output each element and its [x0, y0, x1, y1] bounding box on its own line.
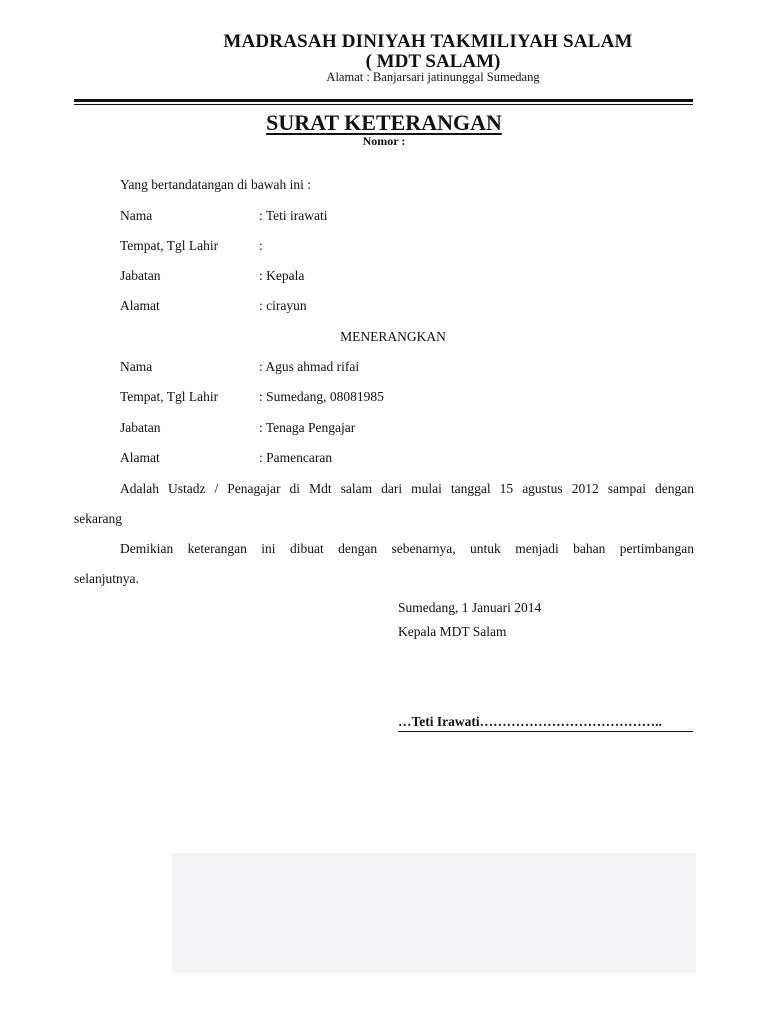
- intro-text: Yang bertandatangan di bawah ini :: [120, 177, 311, 192]
- signer-address-label: Alamat: [120, 298, 160, 313]
- signer-birth-value: :: [259, 238, 263, 253]
- statement-paragraph: [74, 481, 694, 497]
- signer-address-value: : cirayun: [259, 298, 307, 313]
- school-address: Alamat : Banjarsari jatinunggal Sumedang: [326, 70, 540, 84]
- closing-paragraph: [74, 541, 694, 557]
- declares-heading: MENERANGKAN: [340, 329, 446, 344]
- subject-birth-value: : Sumedang, 08081985: [259, 389, 384, 404]
- document-number: Nomor :: [362, 134, 406, 148]
- closing-line-1: Demikian keterangan ini dibuat dengan sebenarnya, untuk menjadi bahan pertimbangan: [120, 541, 694, 556]
- header-divider-thin: [74, 104, 693, 105]
- subject-birth-label: Tempat, Tgl Lahir: [120, 389, 219, 404]
- closing-line-2: selanjutnya.: [74, 571, 139, 586]
- school-name: MADRASAH DINIYAH TAKMILIYAH SALAM: [223, 31, 633, 52]
- school-abbreviation: ( MDT SALAM): [365, 51, 501, 72]
- signer-position-label: Jabatan: [120, 268, 161, 283]
- signature-name: …Teti Irawati…………………………………..: [398, 714, 693, 732]
- subject-address-value: : Pamencaran: [259, 450, 333, 465]
- signer-position-value: : Kepala: [259, 268, 305, 283]
- statement-line-1: Adalah Ustadz / Penagajar di Mdt salam dari mulai tanggal 15 agustus 2012 sampai dengan: [120, 481, 694, 496]
- document-title-text: SURAT KETERANGAN: [266, 110, 502, 135]
- signer-name-label: Nama: [120, 208, 153, 223]
- subject-position-value: : Tenaga Pengajar: [259, 420, 356, 435]
- place-date: Sumedang, 1 Januari 2014: [398, 600, 542, 615]
- footer-blank-panel: [172, 853, 696, 973]
- document-title: [0, 110, 768, 136]
- subject-address-label: Alamat: [120, 450, 160, 465]
- signer-name-value: : Teti irawati: [259, 208, 328, 223]
- header-divider-thick: [74, 99, 693, 102]
- statement-line-2: sekarang: [74, 511, 122, 526]
- signer-title: Kepala MDT Salam: [398, 624, 507, 639]
- subject-name-value: : Agus ahmad rifai: [259, 359, 360, 374]
- subject-position-label: Jabatan: [120, 420, 161, 435]
- signer-birth-label: Tempat, Tgl Lahir: [120, 238, 219, 253]
- subject-name-label: Nama: [120, 359, 153, 374]
